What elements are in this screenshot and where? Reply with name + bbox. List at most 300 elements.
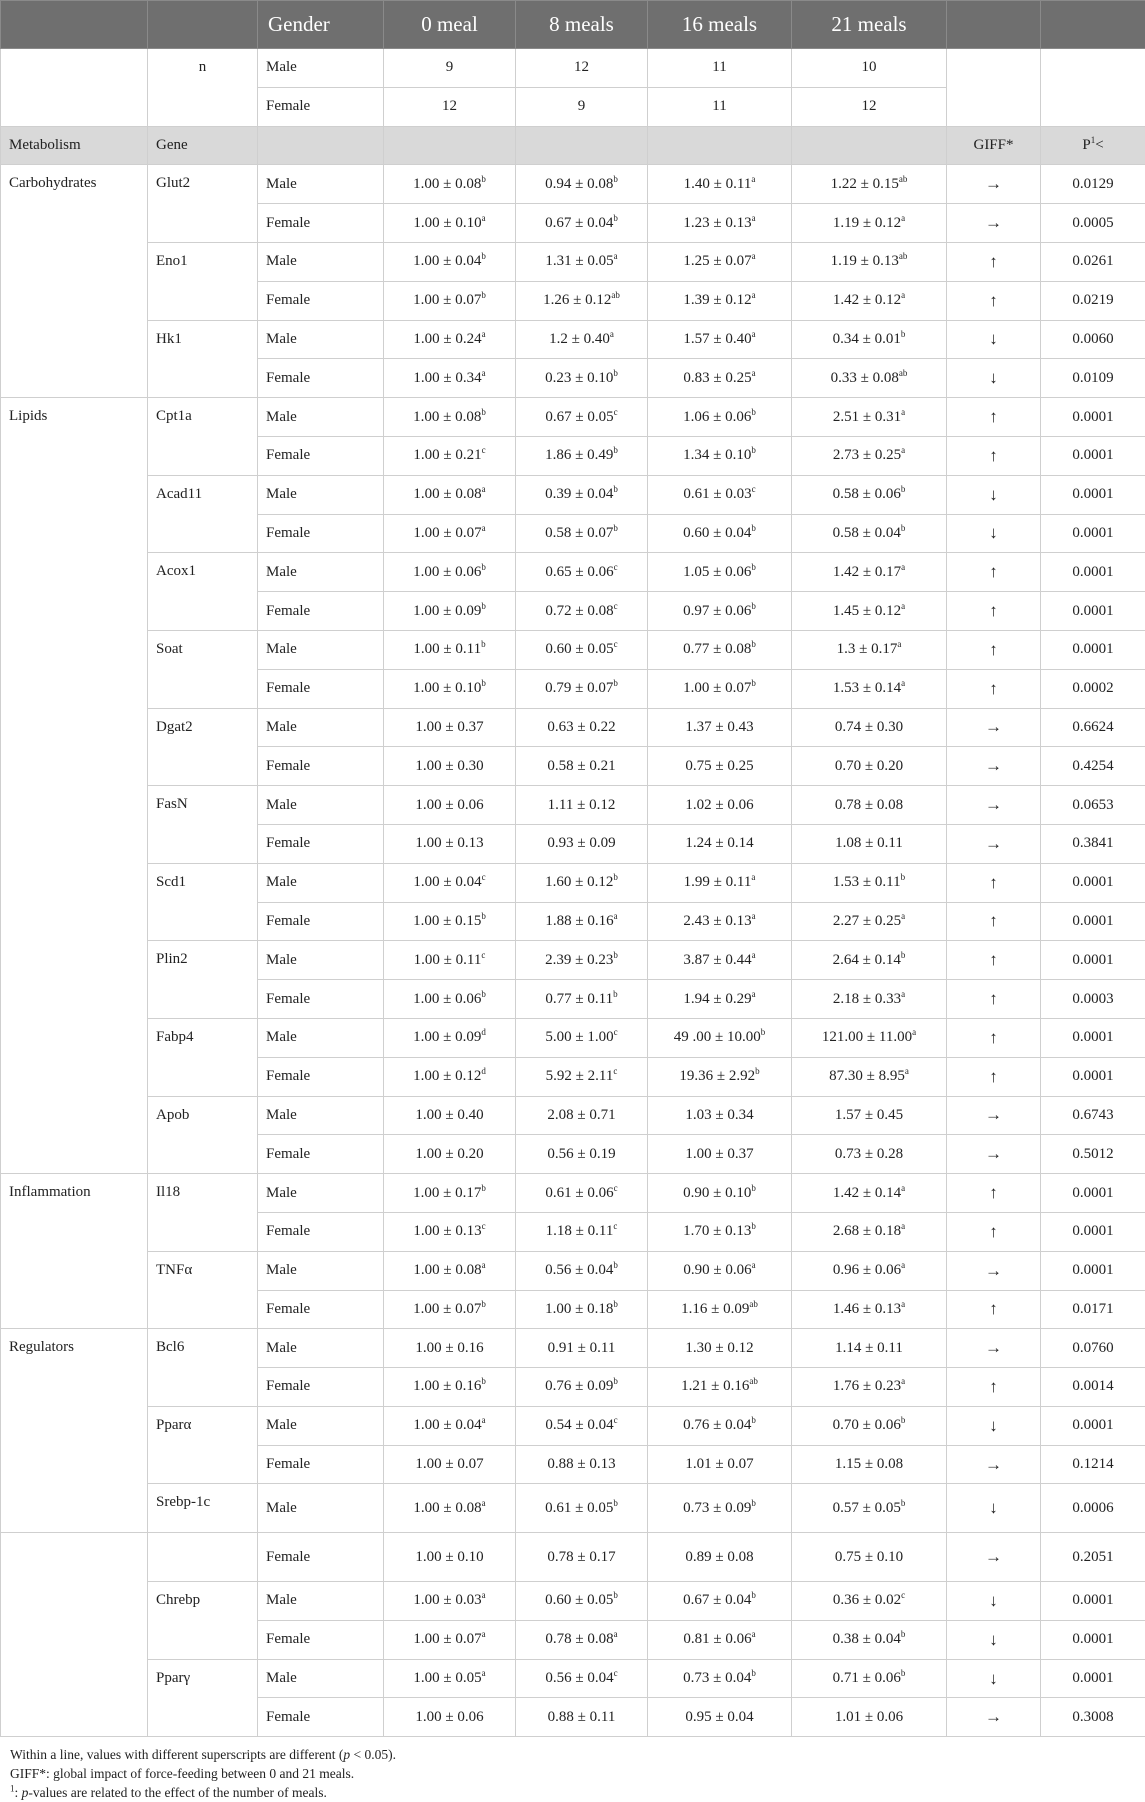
value-superscript: a (482, 1260, 486, 1270)
value-superscript: b (751, 1590, 756, 1600)
value-superscript: b (613, 368, 618, 378)
value-cell (516, 1659, 648, 1698)
p-value-cell: 0.0001 (1041, 1582, 1145, 1621)
subheader-empty-1 (258, 126, 384, 165)
value-cell (384, 320, 516, 359)
arrow-up-icon: ↑ (947, 941, 1041, 980)
value-mean-sem: 1.00 ± 0.04 (413, 253, 481, 269)
value-mean-sem: 1.00 ± 0.07 (413, 525, 481, 541)
gender-cell: Male (258, 1406, 384, 1445)
gene-cell: Soat (148, 630, 258, 708)
value-superscript: c (614, 639, 618, 649)
gene-cell: Acox1 (148, 553, 258, 631)
value-mean-sem: 1.01 ± 0.07 (685, 1456, 753, 1472)
value-mean-sem: 1.00 ± 0.15 (413, 913, 481, 929)
value-superscript: ab (749, 1376, 758, 1386)
value-mean-sem: 1.00 ± 0.06 (415, 1709, 483, 1725)
value-superscript: c (482, 1221, 486, 1231)
table-row (1, 320, 1145, 359)
subheader-row (1, 126, 1145, 165)
value-superscript: c (614, 1668, 618, 1678)
value-cell (648, 902, 792, 941)
value-cell (648, 1329, 792, 1368)
value-cell (648, 320, 792, 359)
value-mean-sem: 1.34 ± 0.10 (683, 447, 751, 463)
value-cell (384, 1135, 516, 1174)
value-cell (516, 359, 648, 398)
value-cell (648, 475, 792, 514)
value-mean-sem: 1.00 ± 0.04 (413, 1417, 481, 1433)
value-mean-sem: 121.00 ± 11.00 (822, 1029, 912, 1045)
value-mean-sem: 1.45 ± 0.12 (833, 603, 901, 619)
table-row (1, 553, 1145, 592)
value-mean-sem: 0.96 ± 0.06 (833, 1262, 901, 1278)
value-mean-sem: 19.36 ± 2.92 (679, 1068, 755, 1084)
value-mean-sem: 1.57 ± 0.40 (683, 331, 751, 347)
value-mean-sem: 1.00 ± 0.05 (413, 1670, 481, 1686)
value-cell (648, 592, 792, 631)
footnote-3-sup: 1 (10, 1784, 15, 1794)
value-superscript: a (901, 1260, 905, 1270)
value-cell (516, 320, 648, 359)
value-cell (516, 902, 648, 941)
footnote-3-text-a: : (15, 1785, 22, 1800)
value-cell (516, 1582, 648, 1621)
value-mean-sem: 0.36 ± 0.02 (833, 1592, 901, 1608)
value-cell (384, 1620, 516, 1659)
p-value-cell: 0.0760 (1041, 1329, 1145, 1368)
value-mean-sem: 0.75 ± 0.10 (835, 1549, 903, 1565)
value-superscript: a (614, 911, 618, 921)
value-superscript: c (481, 950, 485, 960)
p-value-cell: 0.0001 (1041, 1406, 1145, 1445)
n-label: n (148, 49, 258, 127)
value-cell (792, 1406, 947, 1445)
value-cell (648, 1018, 792, 1057)
arrow-up-icon: ↑ (947, 902, 1041, 941)
gender-cell: Female (258, 1698, 384, 1737)
value-cell (648, 1533, 792, 1582)
value-cell (516, 242, 648, 281)
value-superscript: b (901, 1415, 906, 1425)
value-superscript: a (752, 989, 756, 999)
value-cell (384, 514, 516, 553)
p-value-cell: 0.0001 (1041, 630, 1145, 669)
value-mean-sem: 1.18 ± 0.11 (546, 1223, 614, 1239)
value-mean-sem: 1.00 ± 0.08 (413, 1500, 481, 1516)
value-mean-sem: 1.70 ± 0.13 (683, 1223, 751, 1239)
value-cell (384, 398, 516, 437)
value-mean-sem: 1.42 ± 0.14 (833, 1185, 901, 1201)
value-cell (648, 786, 792, 825)
value-cell (792, 1368, 947, 1407)
value-mean-sem: 1.16 ± 0.09 (681, 1301, 749, 1317)
value-cell (792, 1251, 947, 1290)
header-empty-4 (1041, 1, 1145, 49)
arrow-right-icon: → (947, 1251, 1041, 1290)
value-superscript: c (614, 601, 618, 611)
value-cell (384, 1582, 516, 1621)
value-mean-sem: 1.15 ± 0.08 (835, 1456, 903, 1472)
n-giff-empty (947, 49, 1041, 127)
value-cell (648, 165, 792, 204)
value-cell (384, 669, 516, 708)
value-mean-sem: 0.67 ± 0.05 (545, 409, 613, 425)
value-mean-sem: 1.00 ± 0.06 (415, 797, 483, 813)
p-value-cell: 0.0653 (1041, 786, 1145, 825)
value-superscript: a (610, 329, 614, 339)
value-mean-sem: 1.42 ± 0.12 (833, 292, 901, 308)
value-cell (384, 1251, 516, 1290)
footnote-superscripts (10, 1745, 1135, 1764)
n-male-16: 11 (648, 49, 792, 88)
value-superscript: b (481, 1183, 486, 1193)
value-mean-sem: 5.92 ± 2.11 (546, 1068, 614, 1084)
value-cell (384, 824, 516, 863)
gender-cell: Male (258, 242, 384, 281)
value-mean-sem: 1.00 ± 0.18 (545, 1301, 613, 1317)
value-cell (792, 708, 947, 747)
value-mean-sem: 0.95 ± 0.04 (685, 1709, 753, 1725)
value-mean-sem: 1.00 ± 0.24 (413, 331, 481, 347)
value-mean-sem: 0.90 ± 0.10 (683, 1185, 751, 1201)
value-mean-sem: 0.76 ± 0.09 (545, 1378, 613, 1394)
value-cell (516, 669, 648, 708)
gene-cell: Il18 (148, 1174, 258, 1252)
value-superscript: a (482, 523, 486, 533)
value-mean-sem: 1.00 ± 0.40 (415, 1107, 483, 1123)
value-superscript: b (481, 407, 486, 417)
p-value-cell: 0.6624 (1041, 708, 1145, 747)
n-gender-male: Male (258, 49, 384, 88)
value-mean-sem: 0.77 ± 0.11 (545, 991, 613, 1007)
value-mean-sem: 1.31 ± 0.05 (545, 253, 613, 269)
metabolism-cell: Carbohydrates (1, 165, 148, 398)
value-cell (516, 1057, 648, 1096)
value-superscript: a (482, 484, 486, 494)
value-mean-sem: 1.00 ± 0.37 (415, 719, 483, 735)
table-row (1, 863, 1145, 902)
table-row (1, 1582, 1145, 1621)
value-mean-sem: 0.58 ± 0.07 (545, 525, 613, 541)
gene-cell (148, 1533, 258, 1582)
arrow-up-icon: ↑ (947, 242, 1041, 281)
value-cell (516, 824, 648, 863)
value-mean-sem: 0.83 ± 0.25 (683, 370, 751, 386)
value-superscript: a (482, 329, 486, 339)
value-cell (516, 436, 648, 475)
value-cell (384, 863, 516, 902)
value-mean-sem: 1.00 ± 0.08 (413, 176, 481, 192)
value-mean-sem: 2.68 ± 0.18 (833, 1223, 901, 1239)
value-mean-sem: 0.39 ± 0.04 (545, 486, 613, 502)
arrow-right-icon: → (947, 1329, 1041, 1368)
value-cell (384, 165, 516, 204)
value-cell (648, 242, 792, 281)
gender-cell: Male (258, 1018, 384, 1057)
value-superscript: b (481, 290, 486, 300)
value-superscript: b (481, 174, 486, 184)
value-cell (516, 1533, 648, 1582)
n-male-8: 12 (516, 49, 648, 88)
arrow-down-icon: ↓ (947, 475, 1041, 514)
value-superscript: a (482, 368, 486, 378)
value-cell (384, 708, 516, 747)
header-empty-1 (1, 1, 148, 49)
n-p-empty (1041, 49, 1145, 127)
value-cell (648, 1096, 792, 1135)
p-value-cell: 0.4254 (1041, 747, 1145, 786)
gene-cell: Hk1 (148, 320, 258, 398)
value-superscript: b (751, 523, 756, 533)
value-cell (384, 786, 516, 825)
p-value-cell: 0.0002 (1041, 669, 1145, 708)
value-cell (648, 1484, 792, 1533)
value-superscript: a (901, 562, 905, 572)
value-cell (792, 1174, 947, 1213)
gender-cell: Female (258, 204, 384, 243)
gender-cell: Male (258, 941, 384, 980)
arrow-up-icon: ↑ (947, 592, 1041, 631)
value-cell (384, 902, 516, 941)
subheader-p-label: P (1082, 137, 1090, 153)
value-mean-sem: 0.70 ± 0.20 (835, 758, 903, 774)
value-superscript: c (901, 1590, 905, 1600)
value-superscript: a (752, 329, 756, 339)
value-mean-sem: 0.67 ± 0.04 (683, 1592, 751, 1608)
value-cell (648, 1659, 792, 1698)
subheader-giff: GIFF* (947, 126, 1041, 165)
value-mean-sem: 0.78 ± 0.08 (545, 1631, 613, 1647)
gene-cell: Pparα (148, 1406, 258, 1484)
value-cell (384, 630, 516, 669)
value-mean-sem: 1.05 ± 0.06 (683, 564, 751, 580)
value-mean-sem: 1.00 ± 0.13 (413, 1223, 481, 1239)
gene-cell: Acad11 (148, 475, 258, 553)
value-superscript: b (613, 213, 618, 223)
value-cell (792, 941, 947, 980)
value-cell (648, 1251, 792, 1290)
value-superscript: b (613, 1376, 618, 1386)
n-female-21: 12 (792, 87, 947, 126)
value-superscript: b (901, 1668, 906, 1678)
gender-cell: Male (258, 1484, 384, 1533)
value-superscript: a (751, 872, 755, 882)
value-cell (792, 1620, 947, 1659)
value-cell (516, 592, 648, 631)
gender-cell: Female (258, 1290, 384, 1329)
value-mean-sem: 1.00 ± 0.03 (413, 1592, 481, 1608)
value-cell (792, 863, 947, 902)
value-superscript: b (481, 678, 486, 688)
value-mean-sem: 1.25 ± 0.07 (683, 253, 751, 269)
value-mean-sem: 0.38 ± 0.04 (833, 1631, 901, 1647)
value-cell (384, 1533, 516, 1582)
value-mean-sem: 1.39 ± 0.12 (683, 292, 751, 308)
gene-cell: FasN (148, 786, 258, 864)
arrow-right-icon: → (947, 1135, 1041, 1174)
value-mean-sem: 1.00 ± 0.37 (685, 1146, 753, 1162)
value-cell (384, 1212, 516, 1251)
value-cell (384, 1290, 516, 1329)
arrow-up-icon: ↑ (947, 863, 1041, 902)
value-superscript: b (481, 1376, 486, 1386)
arrow-up-icon: ↑ (947, 1057, 1041, 1096)
value-mean-sem: 0.61 ± 0.03 (683, 486, 751, 502)
arrow-down-icon: ↓ (947, 359, 1041, 398)
arrow-right-icon: → (947, 747, 1041, 786)
value-superscript: b (481, 1299, 486, 1309)
value-superscript: b (901, 950, 906, 960)
value-superscript: b (901, 484, 906, 494)
value-cell (792, 1018, 947, 1057)
value-cell (384, 242, 516, 281)
gene-cell: Chrebp (148, 1582, 258, 1660)
value-cell (384, 553, 516, 592)
value-mean-sem: 0.34 ± 0.01 (833, 331, 901, 347)
p-value-cell: 0.0001 (1041, 863, 1145, 902)
value-cell (648, 980, 792, 1019)
table-row (1, 1018, 1145, 1057)
value-superscript: a (901, 290, 905, 300)
table-row (1, 475, 1145, 514)
value-mean-sem: 1.22 ± 0.15 (831, 176, 899, 192)
value-cell (516, 1445, 648, 1484)
value-mean-sem: 1.02 ± 0.06 (685, 797, 753, 813)
value-cell (792, 902, 947, 941)
p-value-cell: 0.0001 (1041, 902, 1145, 941)
p-value-cell: 0.0261 (1041, 242, 1145, 281)
p-value-cell: 0.0003 (1041, 980, 1145, 1019)
value-cell (792, 204, 947, 243)
n-male-0: 9 (384, 49, 516, 88)
value-cell (384, 941, 516, 980)
value-cell (792, 1135, 947, 1174)
gender-cell: Male (258, 398, 384, 437)
value-cell (384, 1057, 516, 1096)
value-mean-sem: 0.58 ± 0.04 (833, 525, 901, 541)
value-mean-sem: 0.76 ± 0.04 (683, 1417, 751, 1433)
gender-cell: Female (258, 1368, 384, 1407)
gender-cell: Female (258, 1135, 384, 1174)
p-value-cell: 0.0006 (1041, 1484, 1145, 1533)
value-cell (516, 1018, 648, 1057)
value-cell (384, 592, 516, 631)
arrow-right-icon: → (947, 165, 1041, 204)
value-cell (792, 1096, 947, 1135)
value-cell (516, 514, 648, 553)
n-female-16: 11 (648, 87, 792, 126)
gender-cell: Male (258, 165, 384, 204)
gene-cell: Plin2 (148, 941, 258, 1019)
value-cell (516, 747, 648, 786)
value-mean-sem: 1.03 ± 0.34 (685, 1107, 753, 1123)
gender-cell: Female (258, 359, 384, 398)
value-mean-sem: 1.30 ± 0.12 (685, 1340, 753, 1356)
value-superscript: b (901, 329, 906, 339)
header-meal-8: 8 meals (516, 1, 648, 49)
value-mean-sem: 1.00 ± 0.08 (413, 1262, 481, 1278)
value-superscript: a (752, 213, 756, 223)
gene-cell: Bcl6 (148, 1329, 258, 1407)
value-cell (648, 1135, 792, 1174)
metabolism-cell (1, 1533, 148, 1737)
gene-cell: Cpt1a (148, 398, 258, 476)
arrow-down-icon: ↓ (947, 1620, 1041, 1659)
value-mean-sem: 1.2 ± 0.40 (549, 331, 610, 347)
value-cell (516, 980, 648, 1019)
subheader-p-suffix: < (1095, 137, 1103, 153)
value-superscript: b (481, 601, 486, 611)
value-superscript: b (613, 174, 618, 184)
value-mean-sem: 1.00 ± 0.11 (414, 952, 482, 968)
value-cell (648, 1445, 792, 1484)
n-female-8: 9 (516, 87, 648, 126)
value-mean-sem: 1.00 ± 0.21 (413, 447, 481, 463)
value-cell (516, 1698, 648, 1737)
p-value-cell: 0.0001 (1041, 592, 1145, 631)
subheader-empty-3 (516, 126, 648, 165)
gene-cell: Pparγ (148, 1659, 258, 1737)
value-cell (792, 824, 947, 863)
value-mean-sem: 1.23 ± 0.13 (683, 215, 751, 231)
footnotes (0, 1737, 1145, 1802)
value-cell (648, 1212, 792, 1251)
p-value-cell: 0.0001 (1041, 1057, 1145, 1096)
value-cell (792, 475, 947, 514)
value-cell (384, 436, 516, 475)
gender-cell: Male (258, 863, 384, 902)
value-superscript: a (901, 445, 905, 455)
gender-cell: Female (258, 592, 384, 631)
value-mean-sem: 1.00 ± 0.09 (413, 603, 481, 619)
header-gender: Gender (258, 1, 384, 49)
subheader-p-sup: 1 (1091, 135, 1096, 145)
p-value-cell: 0.0001 (1041, 941, 1145, 980)
p-value-cell: 0.0219 (1041, 281, 1145, 320)
value-superscript: a (901, 911, 905, 921)
value-cell (792, 281, 947, 320)
value-mean-sem: 1.00 ± 0.08 (413, 486, 481, 502)
value-mean-sem: 1.26 ± 0.12 (543, 292, 611, 308)
value-superscript: b (613, 989, 618, 999)
gender-cell: Male (258, 475, 384, 514)
value-mean-sem: 1.00 ± 0.16 (413, 1378, 481, 1394)
footnote-1-text-a: Within a line, values with different superscripts are different ( (10, 1747, 343, 1762)
subheader-metabolism: Metabolism (1, 126, 148, 165)
gender-cell: Female (258, 902, 384, 941)
value-superscript: a (752, 911, 756, 921)
gender-cell: Female (258, 1533, 384, 1582)
p-value-cell: 0.0001 (1041, 1174, 1145, 1213)
value-cell (648, 514, 792, 553)
gender-cell: Male (258, 1251, 384, 1290)
value-mean-sem: 0.56 ± 0.19 (547, 1146, 615, 1162)
value-cell (792, 1212, 947, 1251)
value-mean-sem: 1.00 ± 0.10 (415, 1549, 483, 1565)
p-value-cell: 0.0001 (1041, 1620, 1145, 1659)
p-value-cell: 0.0001 (1041, 1018, 1145, 1057)
footnote-1-p: p (343, 1747, 350, 1762)
subheader-empty-4 (648, 126, 792, 165)
value-mean-sem: 0.56 ± 0.04 (545, 1262, 613, 1278)
gender-cell: Female (258, 669, 384, 708)
p-value-cell: 0.0001 (1041, 398, 1145, 437)
value-mean-sem: 0.61 ± 0.06 (545, 1185, 613, 1201)
gender-cell: Female (258, 1057, 384, 1096)
value-mean-sem: 1.00 ± 0.07 (683, 680, 751, 696)
value-cell (384, 1096, 516, 1135)
